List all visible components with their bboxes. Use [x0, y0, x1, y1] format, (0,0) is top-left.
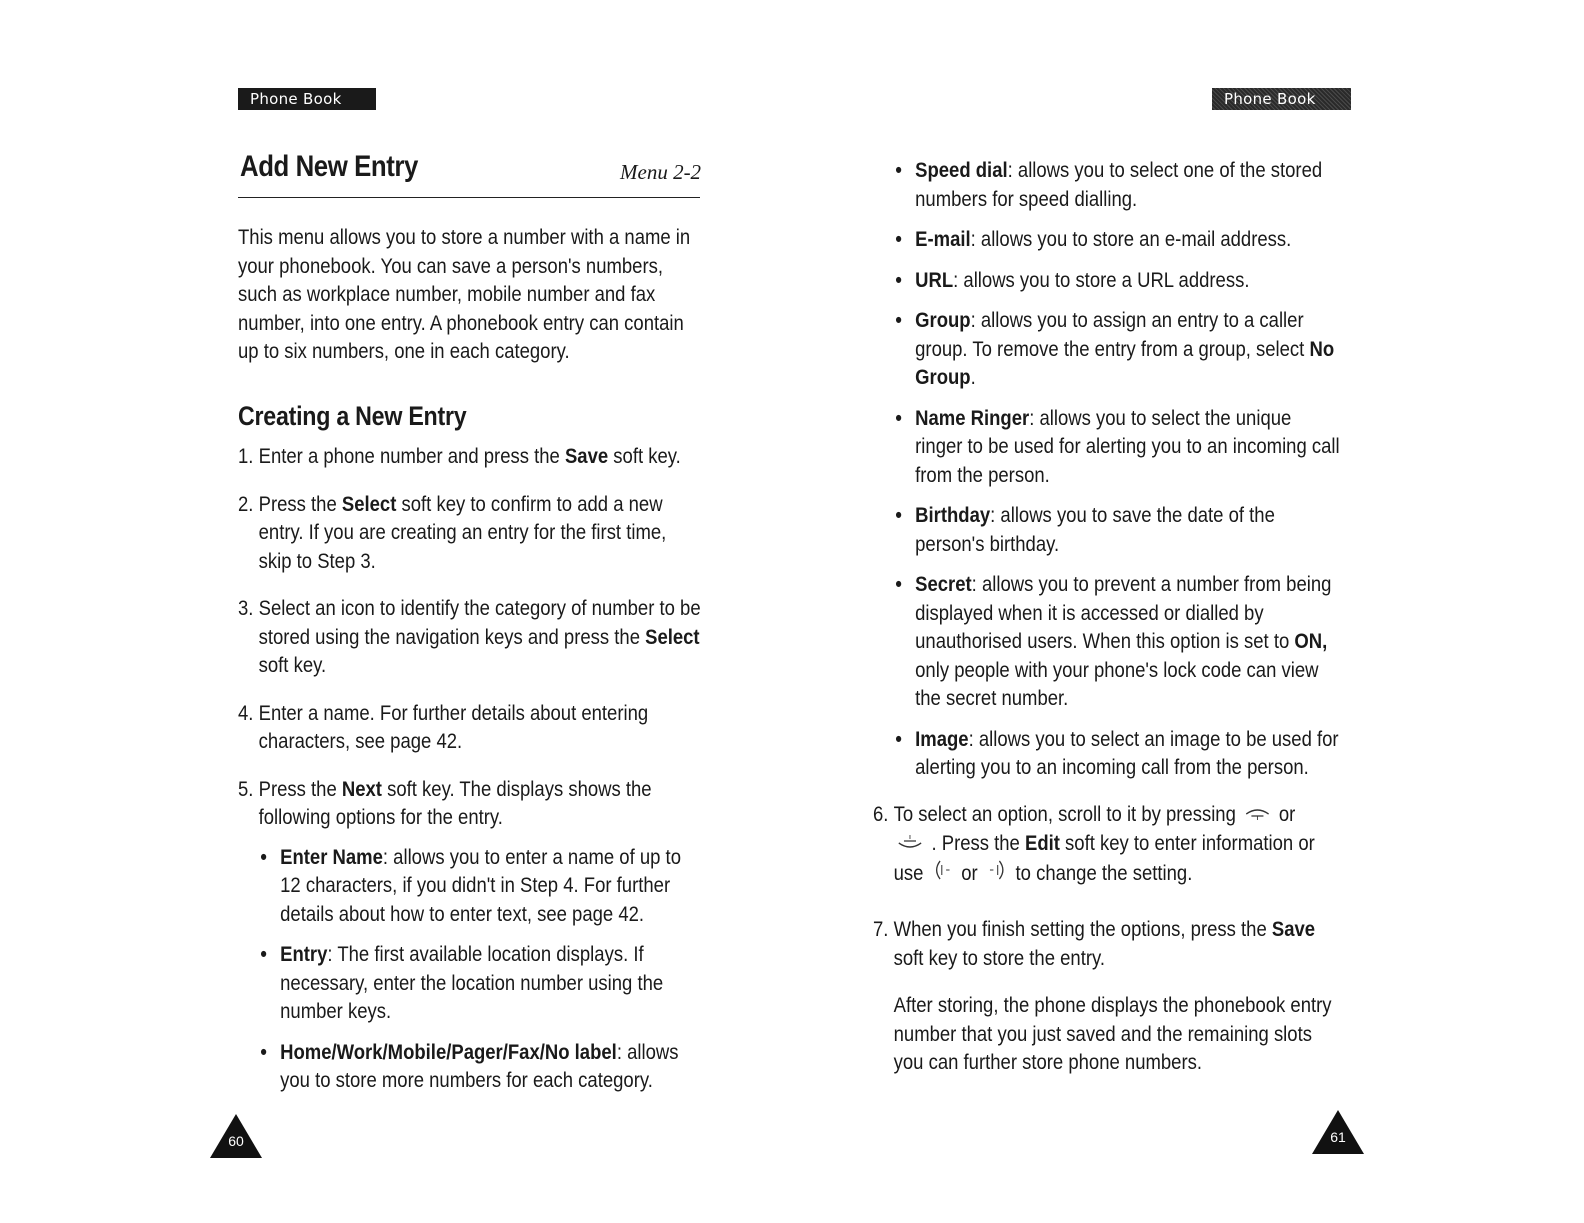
list-item: [894, 725, 1342, 782]
step-number: 3.: [238, 596, 254, 620]
step-text: Press the: [258, 491, 342, 516]
step-text: . Press the: [931, 831, 1025, 856]
step-item: [238, 594, 702, 680]
step-key-label: Save: [564, 444, 609, 468]
list-item: [894, 156, 1342, 213]
option-list: [259, 843, 703, 1095]
list-item: [894, 501, 1342, 558]
option-name: Image: [915, 726, 969, 751]
nav-down-icon: [897, 830, 923, 859]
option-description: : allows you to select the unique ringer to be used for alerting you to an incoming call from the person.: [915, 405, 1340, 487]
step-item: [873, 800, 1342, 890]
right-column: [873, 158, 1342, 1077]
list-item: [259, 940, 703, 1026]
closing-paragraph: After storing, the phone displays the phonebook entry number that you just saved and the remaining slots you can further store phone numbers.: [893, 993, 1332, 1075]
step-text: Press the: [258, 776, 342, 801]
option-list: [894, 156, 1342, 782]
step-text: soft key to store the entry.: [893, 945, 1106, 970]
step-key-label: Select: [341, 491, 397, 516]
step-number: 1.: [238, 444, 254, 468]
step-number: 4.: [238, 700, 254, 725]
list-item: [259, 843, 703, 929]
option-name: Speed dial: [915, 158, 1008, 182]
option-description: .: [970, 365, 976, 389]
step-text: soft key.: [258, 653, 327, 677]
header-tab-left: Phone Book: [238, 88, 376, 110]
step-text: or: [961, 860, 978, 885]
option-name: Entry: [280, 942, 328, 966]
list-item: [894, 306, 1342, 392]
step-text: soft key to enter information or use: [893, 831, 1315, 885]
option-value: No Group: [915, 336, 1335, 389]
step-text: Enter a name. For further details about entering characters, see page 42.: [258, 700, 649, 753]
step-item: [238, 775, 702, 832]
nav-right-icon: [986, 859, 1007, 890]
option-description: : allows you to select an image to be used for alerting you to an incoming call from the person.: [915, 726, 1339, 779]
step-number: 5.: [238, 776, 254, 801]
section-heading: Creating a New Entry: [238, 400, 467, 431]
intro-paragraph: This menu allows you to store a number with a name in your phonebook. You can save a person's numbers, such as workplace number, mobile number and fax number, into one entry. A phonebook entry can contain up to six numbers, one in each category.: [238, 225, 691, 363]
step-text: Select an icon to identify the category of number to be stored using the navigation keys and press the: [258, 596, 701, 649]
step-number: 6.: [873, 801, 889, 826]
step-key-label: Next: [341, 776, 382, 801]
list-item: [259, 1038, 703, 1095]
step-item: [873, 915, 1342, 972]
option-name: E-mail: [915, 227, 971, 251]
header-tab-right: Phone Book: [1212, 88, 1351, 110]
step-text: When you finish setting the options, press the: [893, 917, 1272, 942]
option-name: URL: [915, 267, 954, 292]
list-item: [894, 404, 1342, 490]
option-description: only people with your phone's lock code can view the secret number.: [915, 657, 1319, 710]
option-description: : The first available location displays. If necessary, enter the location number using the number keys.: [280, 942, 664, 1023]
option-description: : allows you to assign an entry to a caller group. To remove the entry from a group, select: [915, 308, 1310, 361]
step-text: or: [1278, 801, 1296, 826]
option-name: Group: [915, 308, 971, 332]
page-number: 61: [1330, 1129, 1346, 1145]
page-number: 60: [228, 1133, 244, 1149]
step-number: 7.: [873, 917, 889, 942]
step-text: to change the setting.: [1015, 860, 1193, 885]
step-text: soft key to confirm to add a new entry. If you are creating an entry for the first time, skip to Step 3.: [258, 491, 667, 573]
option-name: Name Ringer: [915, 405, 1030, 430]
step-text: Enter a phone number and press the: [258, 444, 565, 468]
option-value: ON,: [1294, 629, 1328, 653]
list-item: [894, 570, 1342, 713]
list-item: [894, 266, 1342, 295]
option-name: Home/Work/Mobile/Pager/Fax/No label: [280, 1039, 617, 1064]
step-key-label: Select: [645, 624, 700, 649]
step-text: soft key.: [608, 444, 681, 468]
step-item: [238, 442, 702, 471]
step-key-label: Edit: [1024, 831, 1060, 856]
step-item: [238, 699, 702, 756]
option-name: Enter Name: [280, 844, 383, 869]
option-description: : allows you to store a URL address.: [953, 267, 1250, 292]
option-description: : allows you to prevent a number from being displayed when it is accessed or dialled by unauthorised users. When this option is set to: [915, 572, 1332, 653]
page-number-badge-right: [1310, 1108, 1366, 1156]
title-divider: [238, 197, 700, 198]
step-number: 2.: [238, 491, 254, 516]
option-description: : allows you to select one of the stored numbers for speed dialling.: [915, 158, 1323, 211]
page-title: Add New Entry: [240, 150, 418, 183]
option-name: Birthday: [915, 503, 991, 527]
nav-left-icon: [932, 859, 953, 890]
step-key-label: Save: [1271, 917, 1316, 942]
list-item: [894, 225, 1342, 254]
option-description: : allows you to save the date of the person's birthday.: [915, 503, 1275, 556]
option-description: : allows you to store an e-mail address.: [970, 227, 1292, 251]
option-description: : allows you to enter a name of up to 12 characters, if you didn't in Step 4. For further details about how to enter text, see page 42.: [280, 844, 681, 926]
left-column: [238, 223, 702, 1107]
option-name: Secret: [915, 572, 972, 596]
option-description: : allows you to store more numbers for each category.: [280, 1039, 679, 1092]
step-text: soft key. The displays shows the following options for the entry.: [258, 776, 652, 829]
step-text: To select an option, scroll to it by pressing: [893, 801, 1236, 826]
page-number-badge-left: [208, 1112, 264, 1160]
step-item: [238, 490, 702, 576]
menu-reference: Menu 2-2: [620, 160, 702, 184]
nav-up-icon: [1244, 801, 1270, 830]
